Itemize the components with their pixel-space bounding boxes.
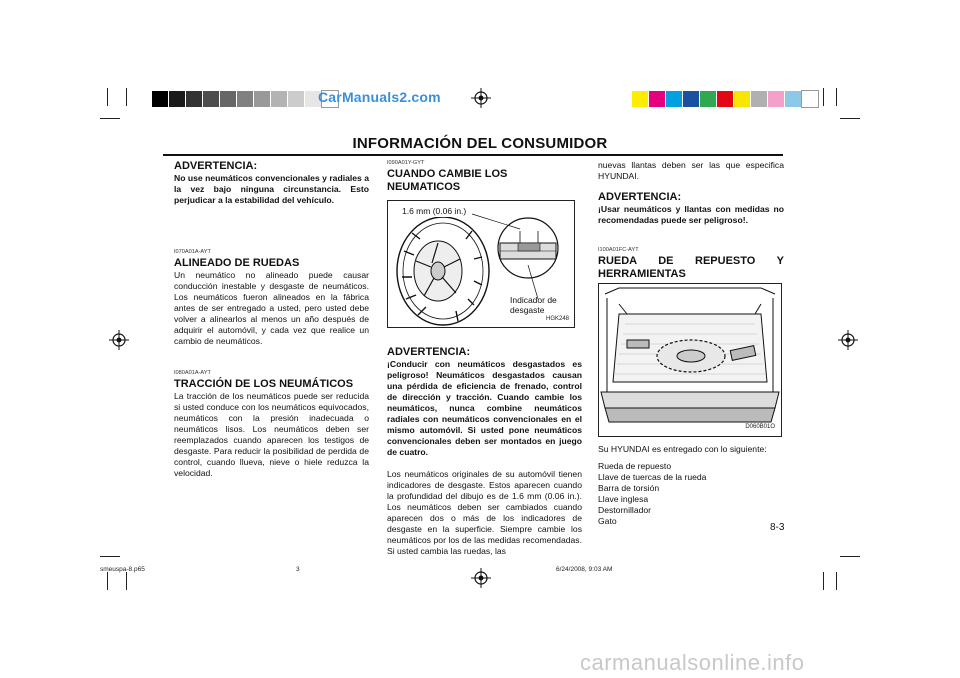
registration-mark-left	[109, 330, 129, 350]
section-title-rueda-line1: RUEDA DE REPUESTO Y	[598, 255, 784, 267]
column-right	[598, 160, 784, 527]
warning-text: ¡Conducir con neumáticos desgastados es peligroso! Neumáticos desgastados causan una pérdida de eficiencia de frenado, control de dirección y tracción. Cuando cambie los neumáticos, nunca combine neumáticos radiales con neumáticos convencionales en el mismo automóvil. Si usted pone neumáticos convencionales deben ser montados en juego de cuatro.	[387, 359, 582, 457]
process-swatch	[768, 91, 784, 107]
tools-list	[598, 461, 784, 527]
gray-swatch	[254, 91, 270, 107]
bottom-watermark: carmanualsonline.info	[580, 650, 805, 675]
registration-mark-right	[838, 330, 858, 350]
figure-label-indicator-line2: desgaste	[510, 305, 545, 315]
tire-wear-figure	[387, 200, 575, 328]
figure-label-indicator	[510, 295, 570, 315]
warning-title: ADVERTENCIA:	[387, 346, 471, 358]
process-swatch	[717, 91, 733, 107]
gray-swatch	[152, 91, 168, 107]
registration-mark-bottom	[471, 568, 491, 588]
section-title-traccion: TRACCIÓN DE LOS NEUMÁTICOS	[174, 378, 354, 390]
figure-code: D060B01O	[745, 424, 775, 430]
section-text-traccion: La tracción de los neumáticos puede ser reducida si usted conduce con los neumáticos equivocados, neumáticos con la presión inadecuada o neumáticos lisos. Los neumáticos deben ser reemplazados cuando aparecen los testigos de desgaste. Para reducir la posibilidad de perdida de control, cuando llueva, nieve o hiele reduzca la velocidad.	[174, 391, 369, 478]
body-text: Los neumáticos originales de su automóvil tienen indicadores de desgaste. Estos aparecen cuando la profundidad del dibujo es de 1.6 mm (0.06 in.). Los neumáticos deben ser cambiados cuando aparecen dos o más de los indicadores de desgaste en la superficie. Siempre cambie los neumáticos por los de las medidas recomendadas. Si usted cambia las ruedas, las	[387, 469, 582, 556]
process-swatch	[632, 91, 648, 107]
figure-label-indicator-line1: Indicador de	[510, 295, 557, 305]
section-code: I070A01A-AYT	[174, 249, 211, 255]
list-item: Gato	[598, 516, 617, 526]
header-rule	[163, 154, 783, 156]
list-item: Rueda de repuesto	[598, 461, 672, 471]
process-swatch	[751, 91, 767, 107]
section-code: I090A01Y-GYT	[387, 160, 425, 166]
column-left	[174, 160, 369, 479]
footer-page: 3	[296, 566, 300, 573]
process-swatch	[785, 91, 801, 107]
registration-mark-top	[471, 88, 491, 108]
process-swatch	[649, 91, 665, 107]
page-number: 8-3	[770, 522, 785, 533]
body-text-continued: nuevas llantas deben ser las que especifica HYUNDAI.	[598, 160, 784, 181]
footer-filename: smeuspa-8.p65	[100, 566, 145, 573]
process-swatch	[683, 91, 699, 107]
section-title-rueda-line2: HERRAMIENTAS	[598, 268, 686, 280]
list-item: Destornillador	[598, 505, 652, 515]
gray-swatch	[271, 91, 287, 107]
list-item: Llave de tuercas de la rueda	[598, 472, 707, 482]
warning-text: ¡Usar neumáticos y llantas con medidas no recomendadas puede ser peligroso!.	[598, 204, 784, 225]
section-title-cambie: CUANDO CAMBIE LOS NEUMATICOS	[387, 168, 508, 193]
figure-code: HGK248	[545, 316, 569, 322]
spare-tire-figure	[598, 283, 782, 437]
process-swatch	[802, 91, 818, 107]
list-item: Barra de torsión	[598, 483, 660, 493]
column-middle	[387, 160, 582, 557]
figure-label-depth: 1.6 mm (0.06 in.)	[402, 206, 467, 216]
process-swatch	[666, 91, 682, 107]
section-code: I080A01A-AYT	[174, 370, 211, 376]
warning-text: No use neumáticos convencionales y radiales a la vez bajo ninguna circunstancia. Esto perjudicar a la estabilidad del vehículo.	[174, 173, 369, 205]
section-title-alineado: ALINEADO DE RUEDAS	[174, 257, 300, 269]
process-swatch	[734, 91, 750, 107]
gray-swatch	[186, 91, 202, 107]
gray-swatch	[169, 91, 185, 107]
page-header-title: INFORMACIÓN DEL CONSUMIDOR	[352, 135, 608, 152]
gray-swatch	[237, 91, 253, 107]
footer-date: 6/24/2008, 9:03 AM	[556, 566, 613, 573]
intro-text: Su HYUNDAI es entregado con lo siguiente:	[598, 444, 767, 454]
warning-title: ADVERTENCIA:	[598, 191, 682, 203]
gray-swatch	[220, 91, 236, 107]
section-code: I100A01FC-AYT	[598, 247, 639, 253]
process-swatch	[700, 91, 716, 107]
warning-title: ADVERTENCIA:	[174, 160, 258, 172]
watermark-text: CarManuals2.com	[318, 89, 441, 105]
gray-swatch	[288, 91, 304, 107]
section-text-alineado: Un neumático no alineado puede causar conducción inestable y desgaste de neumáticos. Los neumáticos fueron alineados en la fábrica antes de ser entregado a usted, pero usted debe volver a alinearlos al menos un año después de adquirir el automóvil, y cada vez que realice un cambio de neumáticos.	[174, 270, 369, 346]
list-item: Llave inglesa	[598, 494, 649, 504]
gray-swatch	[203, 91, 219, 107]
